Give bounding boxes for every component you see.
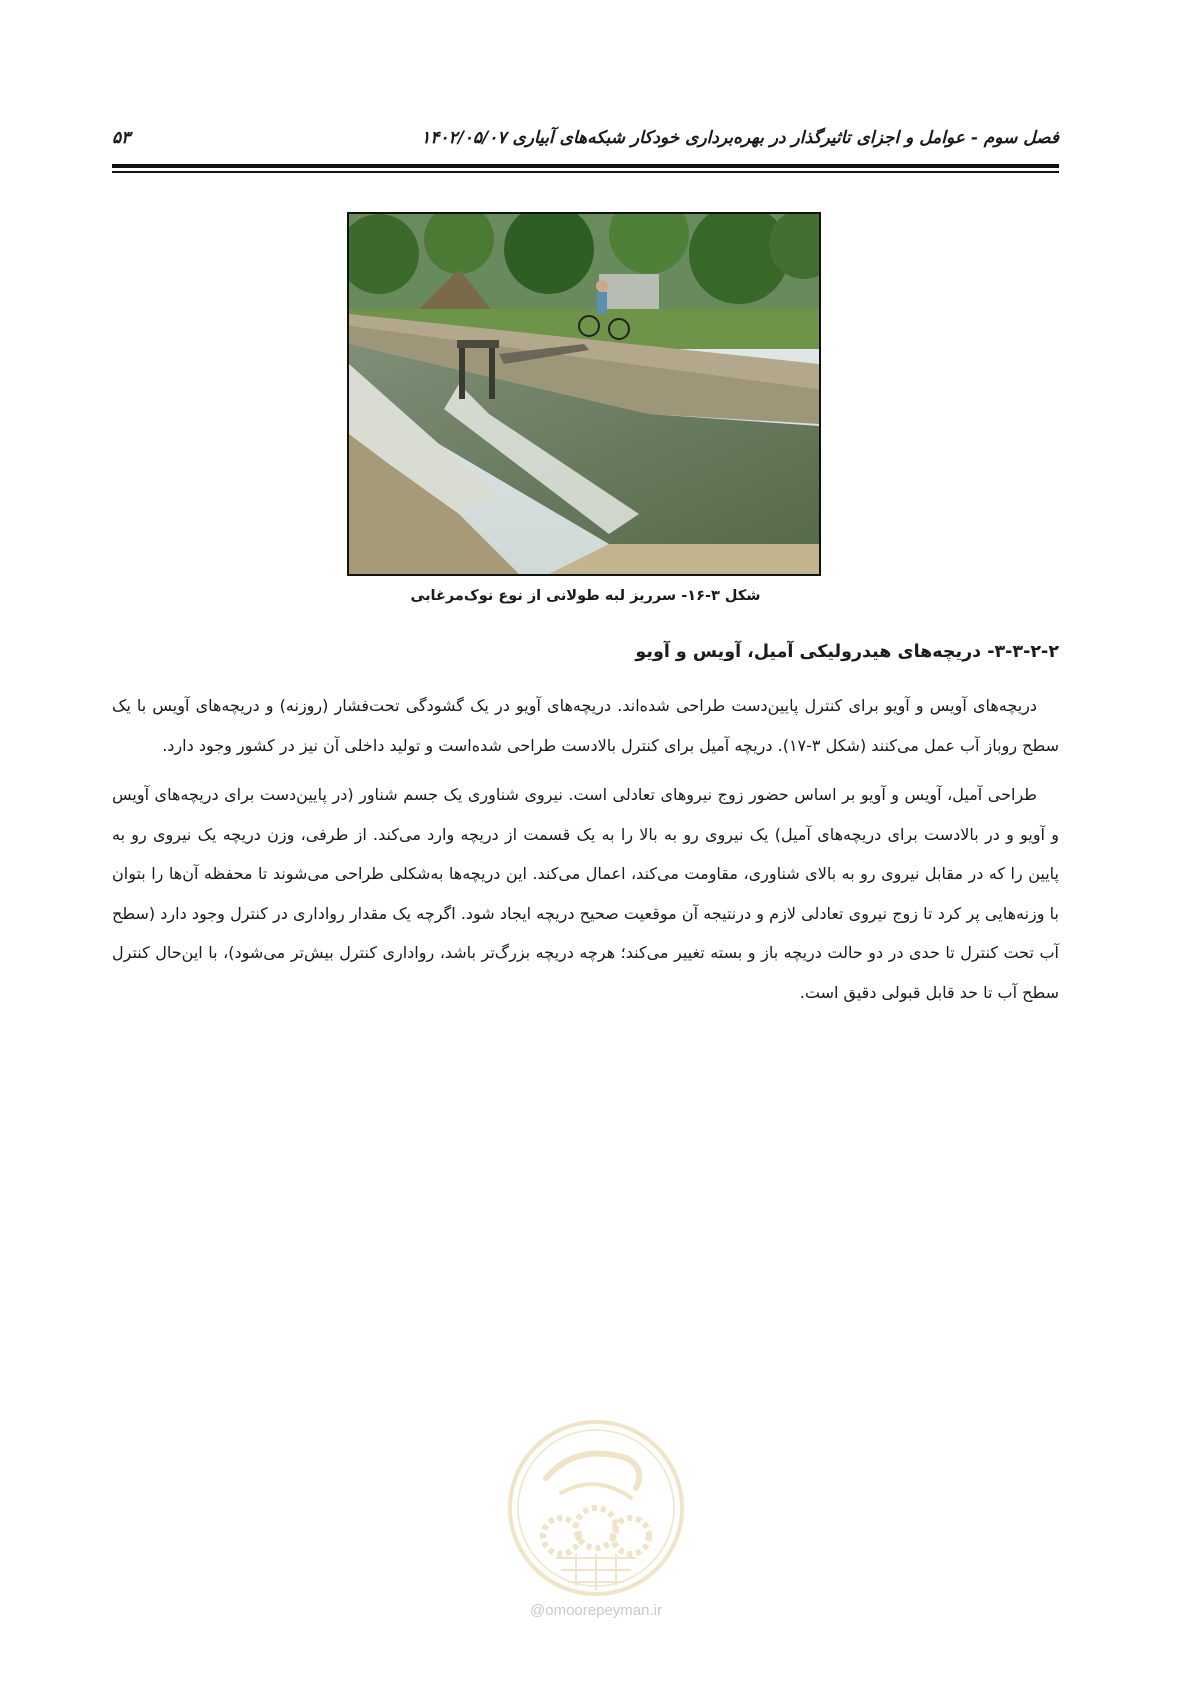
body-paragraph: دریچه‌های آویس و آویو برای کنترل پایین‌دست طراحی شده‌اند. دریچه‌های آویو در یک گشودگی تحت‌فشار (روزنه) و دریچه‌های آویس با یک سطح روباز آب عمل می‌کنند (شکل ۳-۱۷). دریچه آمیل برای کنترل بالادست طراحی شده‌است و تولید داخلی آن نیز در کشور وجود دارد. bbox=[112, 696, 1059, 755]
header-title: فصل سوم - عوامل و اجزای تاثیرگذار در بهره‌برداری خودکار شبکه‌های آبیاری ۱۴۰۲/۰۵/۰۷ bbox=[421, 128, 1059, 148]
figure-caption: شکل ۳-۱۶- سرریز لبه طولانی از نوع نوک‌مرغابی bbox=[410, 588, 761, 604]
page-number: ۵۳ bbox=[112, 128, 131, 148]
canal-weir-photo bbox=[347, 212, 821, 576]
body-paragraph: طراحی آمیل، آویس و آویو بر اساس حضور زوج نیروهای تعادلی است. نیروی شناوری یک جسم شناور (در پایین‌دست برای دریچه‌های آویس و آویو و در بالادست برای دریچه‌های آمیل) یک نیروی رو به بالا را به یک قسمت از دریچه وارد می‌کند. از طرفی، وزن دریچه یک نیروی رو به پایین را که در مقابل نیروی رو به بالای شناوری، مقاومت می‌کند، اعمال می‌کند. این دریچه‌ها به‌شکلی طراحی می‌شوند تا محفظه آن‌ها را بتوان با وزنه‌هایی پر کرد تا زوج نیروی تعادلی لازم و درنتیجه آن موقعیت صحیح دریچه ایجاد شود. اگرچه یک مقدار رواداری در کنترل وجود دارد (سطح آب تحت کنترل تا حدی در دو حالت دریچه باز و بسته تغییر می‌کند؛ هرچه دریچه بزرگ‌تر باشد، رواداری کنترل بیش‌تر می‌شود)، با این‌حال کنترل سطح آب تا حد قابل قبولی دقیق است. bbox=[112, 785, 1059, 1002]
omoorepeyman-seal-watermark bbox=[506, 1418, 686, 1598]
section-heading: ۳-۳-۲-۲- دریچه‌های هیدرولیکی آمیل، آویس و آویو bbox=[635, 642, 1059, 662]
page-header bbox=[112, 128, 1059, 158]
header-rule-thin bbox=[112, 171, 1059, 173]
header-rule-thick bbox=[112, 164, 1059, 168]
body-text bbox=[112, 686, 1059, 1022]
watermark-url: @omoorepeyman.ir bbox=[530, 1602, 662, 1619]
canal-weir-photo-illustration bbox=[349, 214, 819, 574]
